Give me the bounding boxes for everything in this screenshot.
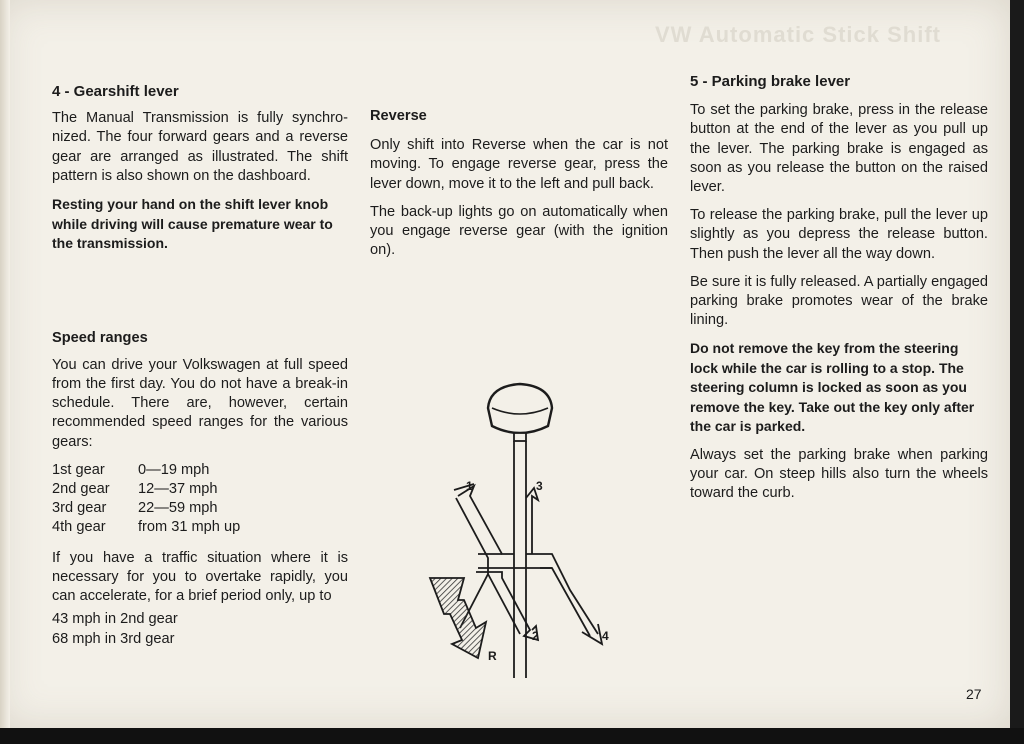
overtake-paragraph: If you have a traffic situation where it is necessary for you to overtake rapidly, you can accelerate, for a brief period only, up to <box>52 549 348 605</box>
shift-lever-shaft <box>514 441 526 678</box>
table-row <box>52 461 240 480</box>
gear-speed-table <box>52 461 240 537</box>
range-cell: 22—59 mph <box>138 499 218 516</box>
gear-label-reverse: R <box>488 649 497 663</box>
page-binding <box>0 0 10 728</box>
gear-cell: 1st gear <box>52 461 105 478</box>
gear-cell: 3rd gear <box>52 499 107 516</box>
column-right <box>690 72 988 513</box>
gear-label-2: 2 <box>532 629 539 643</box>
reverse-paragraph-2: The back-up lights go on automatically when you engage reverse gear (with the ignition on). <box>370 203 668 259</box>
table-row <box>52 518 240 537</box>
bleed-through-text: VW Automatic Stick Shift <box>655 22 941 47</box>
shift-path-arrows <box>454 484 602 644</box>
speed-ranges-paragraph: You can drive your Volkswagen at full speed from the first day. You do not have a break-in schedule. There are, however, certain recommended speed ranges for the various gears: <box>52 356 348 450</box>
parking-brake-heading: 5 - Parking brake lever <box>690 73 851 90</box>
page-bottom-edge <box>0 728 1024 744</box>
parking-paragraph-1: To set the parking brake, press in the release button at the end of the lever as you pull up the lever. The parking brake is engaged as soon as you release the button on the raised lever. <box>690 102 988 196</box>
table-row <box>52 499 240 518</box>
page-number: 27 <box>966 686 982 702</box>
shift-knob <box>488 384 552 441</box>
parking-paragraph-4: Always set the parking brake when parking your car. On steep hills also turn the wheels toward the curb. <box>690 446 988 502</box>
parking-warning: Do not remove the key from the steering lock while the car is rolling to a stop. The steering column is locked as soon as you remove the key. Take out the key only after the car is parked. <box>690 340 975 435</box>
shift-pattern-diagram <box>420 378 620 688</box>
column-middle <box>370 107 668 269</box>
reverse-arrow <box>430 578 486 658</box>
gearshift-heading: 4 - Gearshift lever <box>52 83 179 100</box>
gear-cell: 2nd gear <box>52 480 110 497</box>
table-row <box>52 480 240 499</box>
range-cell: from 31 mph up <box>138 518 241 535</box>
overtake-2nd: 43 mph in 2nd gear <box>52 611 178 628</box>
parking-paragraph-3: Be sure it is fully released. A partially engaged parking brake promotes wear of the brake lining. <box>690 273 988 329</box>
gear-label-4: 4 <box>602 629 609 643</box>
range-cell: 0—19 mph <box>138 461 210 478</box>
gearshift-paragraph: The Manual Transmission is fully synchronized. The four forward gears and a reverse gear are arranged as illustrated. The shift pattern is also shown on the dashboard. <box>52 110 348 184</box>
gearshift-warning: Resting your hand on the shift lever knob while driving will cause premature wear to the transmission. <box>52 196 333 252</box>
gear-label-3: 3 <box>536 479 543 493</box>
column-left <box>52 82 348 649</box>
overtake-3rd: 68 mph in 3rd gear <box>52 630 175 647</box>
reverse-paragraph-1: Only shift into Reverse when the car is not moving. To engage reverse gear, press the lever down, move it to the left and pull back. <box>370 137 668 192</box>
parking-paragraph-2: To release the parking brake, pull the lever up slightly as you depress the release button. Then push the lever all the way down. <box>690 207 988 262</box>
reverse-heading: Reverse <box>370 108 427 124</box>
speed-ranges-heading: Speed ranges <box>52 329 148 346</box>
gear-cell: 4th gear <box>52 518 106 535</box>
gear-label-1: 1 <box>466 479 473 493</box>
range-cell: 12—37 mph <box>138 480 218 497</box>
